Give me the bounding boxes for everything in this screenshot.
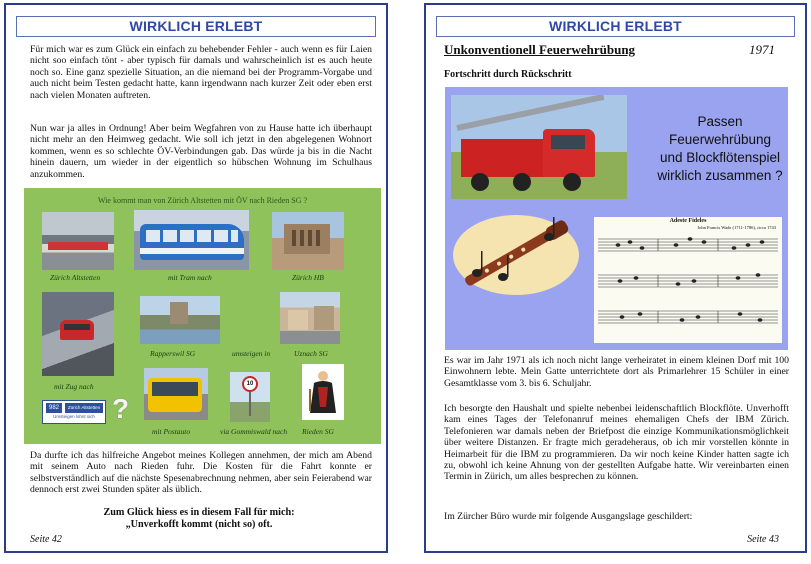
- sheet-music: [594, 217, 782, 343]
- caption-gommiswald: via Gommiswald nach: [220, 427, 288, 436]
- paragraph-2: Ich besorgte den Haushalt und spielte nebenbei leidenschaftlich Blockflöte. Unverhofft kam eines Tages der Telefonanruf meines ehemaligen Chefs der IBM Zürich. Telefonieren war damals neben der Briefpost die einzige Kommunikationsmöglichkeit über weitere Distanzen. Er fragte mich geradeheraus, ob ich mir vorstellen könnte in Heimarbeit für die IBM zu programmieren. Da wir noch keine Kinder hatten sagte ich zu, obwohl ich keine Ahnung von der gestellten Aufgabe hatte. Wir vereinbarten einen Termin in Zürich, um alles besprechen zu können.: [444, 403, 789, 483]
- bus-line-sign: [42, 400, 106, 424]
- music-staves-icon: [598, 233, 778, 341]
- caption-hb: Zürich HB: [292, 273, 324, 282]
- score-composer: John Francis Wade (1711-1786), circa 1743: [697, 225, 776, 230]
- recorder-icon: [453, 215, 579, 295]
- question-mark: ?: [112, 393, 130, 424]
- page-43: [424, 3, 807, 553]
- caption-rapperswil: Rapperswil SG: [150, 349, 196, 358]
- photo-postbus: [144, 368, 208, 420]
- photo-altstetten-station: [42, 212, 114, 270]
- caption-postbus: mit Postauto: [152, 427, 191, 436]
- page-number: Seite 42: [30, 534, 62, 545]
- page-header: WIRKLICH ERLEBT: [16, 16, 376, 37]
- page-number: Seite 43: [747, 534, 779, 545]
- page-42: [4, 3, 388, 553]
- paragraph-1: Für mich war es zum Glück ein einfach zu behebender Fehler - auch wenn es für Laien nicht soo einfach tönt - aber typisch für damals und wahrscheinlich ist es auch heute noch so. Eine ganz spezielle Situation, an die niemand bei der Programm-Vorgabe und auch nicht beim Testen gedacht hatte, kann irgendwann nach kurzer Zeit oder eben erst nach vielen Monaten auftreten.: [30, 44, 372, 101]
- paragraph-1: Es war im Jahr 1971 als ich noch nicht lange verheiratet in einem kleinen Dorf mit 100 Einwohnern lebte. Mein Gatte unterrichtete dort als Primarlehrer 15 Schüler in einer Gesamtklasse vom 3. bis 6. Schuljahr.: [444, 355, 789, 389]
- photo-fire-truck: [451, 95, 627, 199]
- caption-tram: mit Tram nach: [168, 273, 212, 282]
- collage-title: Wie kommt man von Zürich Altstetten mit ÖV nach Rieden SG ?: [97, 196, 308, 205]
- caption-altstetten: Zürich Altstetten: [50, 273, 101, 282]
- rieden-coat-of-arms-icon: [302, 364, 344, 420]
- caption-umsteigen: umsteigen in: [232, 349, 271, 358]
- bus-line-note: Umsteigen lohnt sich: [53, 414, 95, 419]
- closing-line-2: „Unverkofft kommt (nicht so) oft.: [125, 519, 273, 530]
- photo-train: [42, 292, 114, 376]
- story-year: 1971: [749, 42, 775, 57]
- photo-rapperswil: [140, 296, 220, 344]
- photo-zurich-hb: [272, 212, 344, 270]
- page-header: WIRKLICH ERLEBT: [436, 16, 795, 37]
- illustration-question: Passen Feuerwehrübung und Blockflötenspiel wirklich zusammen ?: [657, 114, 783, 183]
- transit-collage: [24, 188, 381, 444]
- story-subtitle: Fortschritt durch Rückschritt: [444, 69, 572, 80]
- paragraph-2: Nun war ja alles in Ordnung! Aber beim Wegfahren von zu Hause hatte ich überhaupt nicht mehr an den Heimweg gedacht. Wie soll ich jetzt in den abgelegenen Wohnort kommen, wenn es so schlechte ÖV-Verbindungen gab. Das würde ja bis in die Nacht hinein dauern, um wieder in der eigentlich so hübschen Wohnung im Schulhaus anzukommen.: [30, 123, 372, 180]
- road-sign-limit: 10: [242, 376, 258, 392]
- closing-line-1: Zum Glück hiess es in diesem Fall für mich:: [103, 507, 295, 518]
- paragraph-3: Im Zürcher Büro wurde mir folgende Ausgangslage geschildert:: [444, 511, 693, 522]
- bus-line-destination: Zürich Altstetten: [65, 403, 103, 413]
- photo-road-sign: [230, 372, 270, 422]
- caption-train: mit Zug nach: [54, 382, 94, 391]
- caption-rieden: Rieden SG: [302, 427, 334, 436]
- bus-line-number: 982: [46, 403, 62, 413]
- story-title: Unkonventionell Feuerwehrübung: [444, 42, 636, 57]
- caption-uznach: Uznach SG: [294, 349, 328, 358]
- illustration: [445, 87, 788, 350]
- paragraph-3: Da durfte ich das hilfreiche Angebot meines Kollegen annehmen, der mich am Abend mit seinem Auto nach Rieden fuhr. Die Kosten für die Fahrt konnte er selbstverständlich auf die nächste Spesenabrechnung nehmen, aber sein Feierabend war dennoch erst zwei Stunden später als üblich.: [30, 450, 372, 496]
- score-title: Adeste Fideles: [669, 218, 707, 224]
- photo-tram: [134, 210, 249, 270]
- photo-uznach: [280, 292, 340, 344]
